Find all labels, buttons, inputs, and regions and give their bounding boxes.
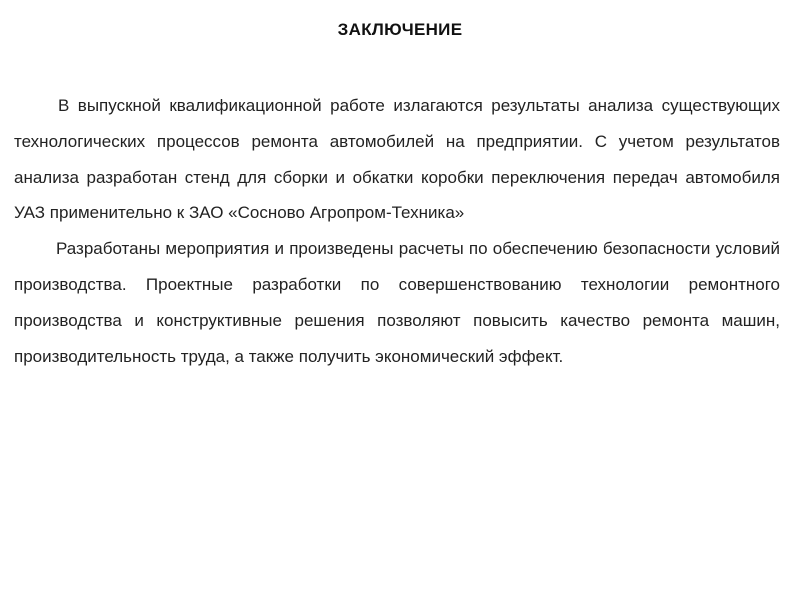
page-title: ЗАКЛЮЧЕНИЕ — [337, 20, 463, 39]
paragraph-2: Разработаны мероприятия и произведены расчеты по обеспечению безопасности условий производства. Проектные разработки по совершенствованию технологии ремонтного производства и конструктивные решения позволяют повысить качество ремонта машин, производительность труда, а также получить экономический эффект. — [14, 239, 780, 366]
paragraph-1: В выпускной квалификационной работе излагаются результаты анализа существующих технологических процессов ремонта автомобилей на предприятии. С учетом результатов анализа разработан стенд для сборки и обкатки коробки переключения передач автомобиля УАЗ применительно к ЗАО «Сосново Агропром-Техника» — [14, 96, 780, 223]
document-body — [14, 88, 780, 374]
